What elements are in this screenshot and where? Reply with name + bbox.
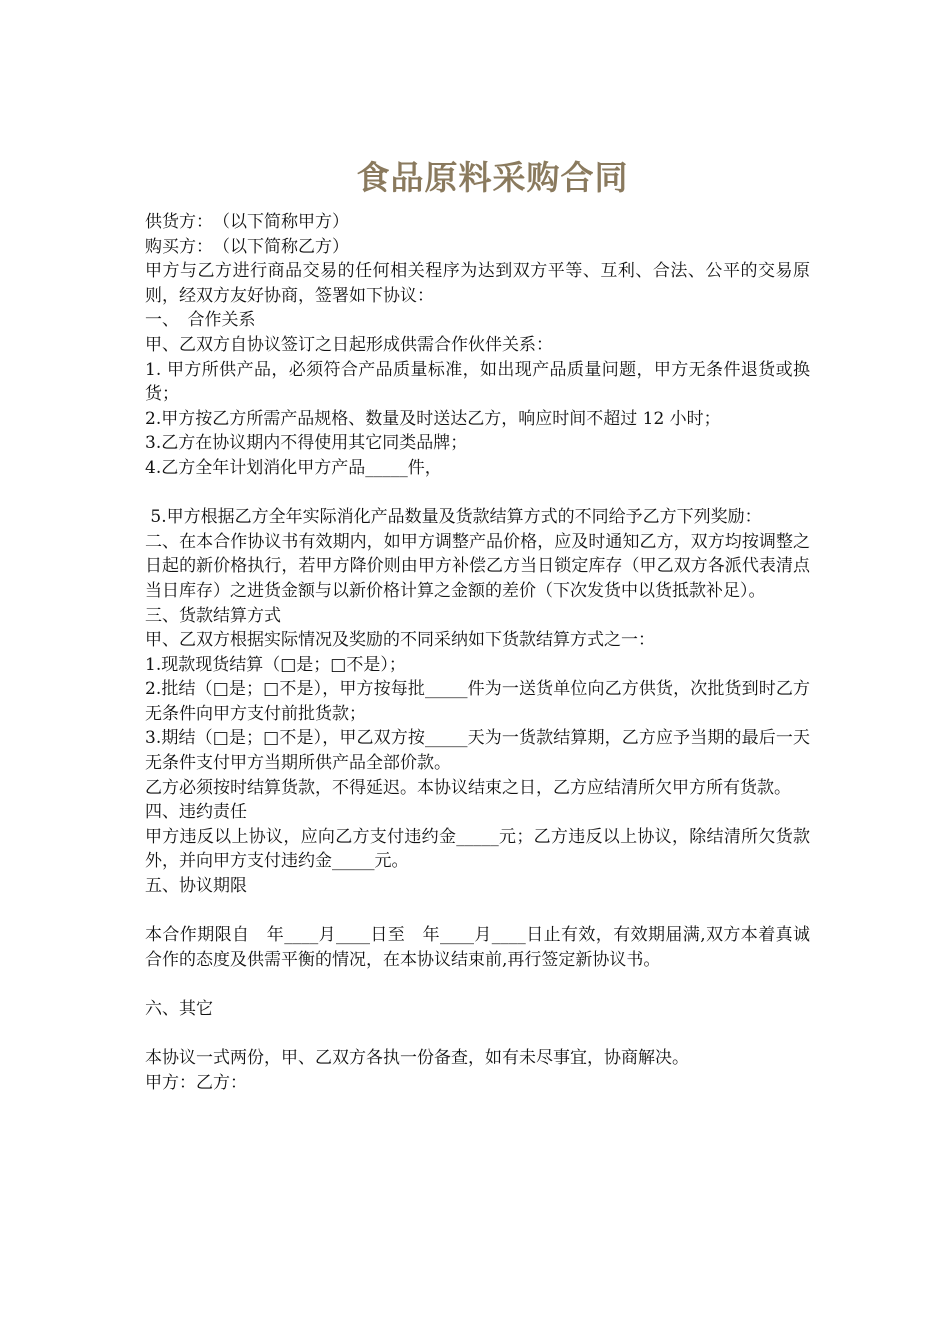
section-3-intro: 甲、乙双方根据实际情况及奖励的不同采纳如下货款结算方式之一： — [145, 630, 655, 651]
payment-deadline-paragraph: 乙方必须按时结算货款，不得延迟。本协议结束之日，乙方应结清所欠甲方所有货款。 — [145, 777, 791, 798]
clause-1-1: 1. 甲方所供产品，必须符合产品质量标准，如出现产品质量问题，甲方无条件退货或换货； — [145, 359, 810, 405]
clause-1-3: 3.乙方在协议期内不得使用其它同类品牌； — [145, 433, 468, 454]
section-3-heading: 三、货款结算方式 — [145, 605, 281, 626]
contract-page — [145, 150, 810, 1095]
blank-line — [145, 972, 810, 997]
supplier-line: 供货方： （以下简称甲方） — [145, 212, 349, 232]
section-1-heading: 一、 合作关系 — [145, 310, 256, 331]
buyer-line: 购买方： （以下简称乙方） — [145, 236, 349, 257]
document-title: 食品原料采购合同 — [356, 158, 629, 197]
payment-option-2: 2.批结（□是；□不是），甲方按每批_____件为一送货单位向乙方供货，次批货到时乙方无条件向甲方支付前批货款； — [145, 679, 810, 724]
clause-1-2: 2.甲方按乙方所需产品规格、数量及时送达乙方，响应时间不超过 12 小时； — [145, 408, 721, 429]
blank-line — [145, 481, 810, 506]
payment-option-1: 1.现款现货结算（□是；□不是）； — [145, 654, 406, 675]
document-body — [145, 210, 810, 1095]
payment-option-3: 3.期结（□是；□不是），甲乙双方按_____天为一货款结算期，乙方应予当期的最后一天无条件支付甲方当期所供产品全部价款。 — [145, 728, 810, 774]
section-5-paragraph: 本合作期限自 年____月____日至 年____月____日止有效，有效期届满,双方本着真诚合作的态度及供需平衡的情况，在本协议结束前,再行签定新协议书。 — [145, 925, 810, 970]
section-6-paragraph: 本协议一式两份，甲、乙双方各执一份备查，如有未尽事宜，协商解决。 — [145, 1048, 689, 1069]
section-2-paragraph: 二、在本合作协议书有效期内，如甲方调整产品价格，应及时通知乙方，双方均按调整之日起的新价格执行，若甲方降价则由甲方补偿乙方当日锁定库存（甲乙双方各派代表清点当日库存）之进货金额与以新价格计算之金额的差价（下次发货中以货抵款补足）。 — [145, 531, 810, 601]
section-6-heading: 六、其它 — [145, 999, 213, 1019]
clause-1-5: 5.甲方根据乙方全年实际消化产品数量及货款结算方式的不同给予乙方下列奖励： — [145, 507, 762, 528]
signature-line: 甲方：乙方： — [145, 1072, 247, 1093]
section-4-heading: 四、违约责任 — [145, 802, 247, 823]
section-1-intro: 甲、乙双方自协议签订之日起形成供需合作伙伴关系： — [145, 334, 553, 355]
blank-line — [145, 1022, 810, 1047]
section-4-paragraph: 甲方违反以上协议，应向乙方支付违约金_____元；乙方违反以上协议，除结清所欠货款外，并向甲方支付违约金_____元。 — [145, 826, 810, 872]
preamble-paragraph: 甲方与乙方进行商品交易的任何相关程序为达到双方平等、互利、合法、公平的交易原则，经双方友好协商，签署如下协议： — [145, 261, 810, 306]
section-5-heading: 五、协议期限 — [145, 876, 247, 897]
blank-line — [145, 899, 810, 924]
clause-1-4: 4.乙方全年计划消化甲方产品_____件， — [145, 457, 442, 478]
